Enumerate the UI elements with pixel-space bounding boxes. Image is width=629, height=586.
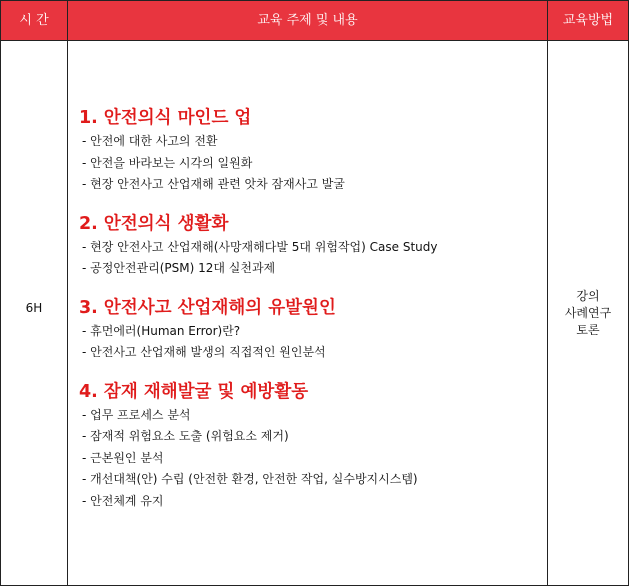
section-title: 1. 안전의식 마인드 업 xyxy=(79,108,252,128)
header-time: 시 간 xyxy=(19,13,49,28)
list-item: - 안전을 바라보는 시각의 일원화 xyxy=(82,155,253,170)
section-3 xyxy=(79,295,539,364)
time-value: 6H xyxy=(25,301,43,315)
header-content: 교육 주제 및 내용 xyxy=(257,13,358,28)
list-item: - 안전체계 유지 xyxy=(82,493,164,508)
header-divider xyxy=(1,40,628,41)
list-item: - 잠재적 위험요소 도출 (위험요소 제거) xyxy=(82,429,289,443)
section-title: 3. 안전사고 산업재해의 유발원인 xyxy=(79,297,336,318)
list-item: - 휴먼에러(Human Error)란? xyxy=(82,323,241,338)
header-method: 교육방법 xyxy=(562,13,614,28)
method-line: 사례연구 xyxy=(564,306,612,320)
section-2 xyxy=(79,211,539,280)
table-header xyxy=(1,1,628,40)
section-title: 4. 잠재 재해발굴 및 예방활동 xyxy=(79,381,309,402)
list-item: - 안전사고 산업재해 발생의 직접적인 원인분석 xyxy=(82,345,326,359)
list-item: - 공정안전관리(PSM) 12대 실천과제 xyxy=(82,261,276,275)
list-item: - 현장 안전사고 산업재해 관련 앗차 잠재사고 발굴 xyxy=(82,177,345,191)
section-4 xyxy=(79,379,539,513)
method-line: 강의 xyxy=(576,289,600,303)
method-line: 토론 xyxy=(576,323,600,337)
list-item: - 업무 프로세스 분석 xyxy=(82,407,191,422)
list-item: - 안전에 대한 사고의 전환 xyxy=(82,134,218,148)
list-item: - 현장 안전사고 산업재해(사망재해다발 5대 위험작업) Case Study xyxy=(82,239,438,254)
section-title: 2. 안전의식 생활화 xyxy=(79,213,229,234)
method-cell xyxy=(548,288,628,339)
section-1 xyxy=(79,105,539,196)
column-divider xyxy=(67,1,68,585)
content-cell xyxy=(79,105,539,512)
list-item: - 개선대책(안) 수립 (안전한 환경, 안전한 작업, 실수방지시스템) xyxy=(82,472,418,486)
list-item: - 근본원인 분석 xyxy=(82,450,164,465)
